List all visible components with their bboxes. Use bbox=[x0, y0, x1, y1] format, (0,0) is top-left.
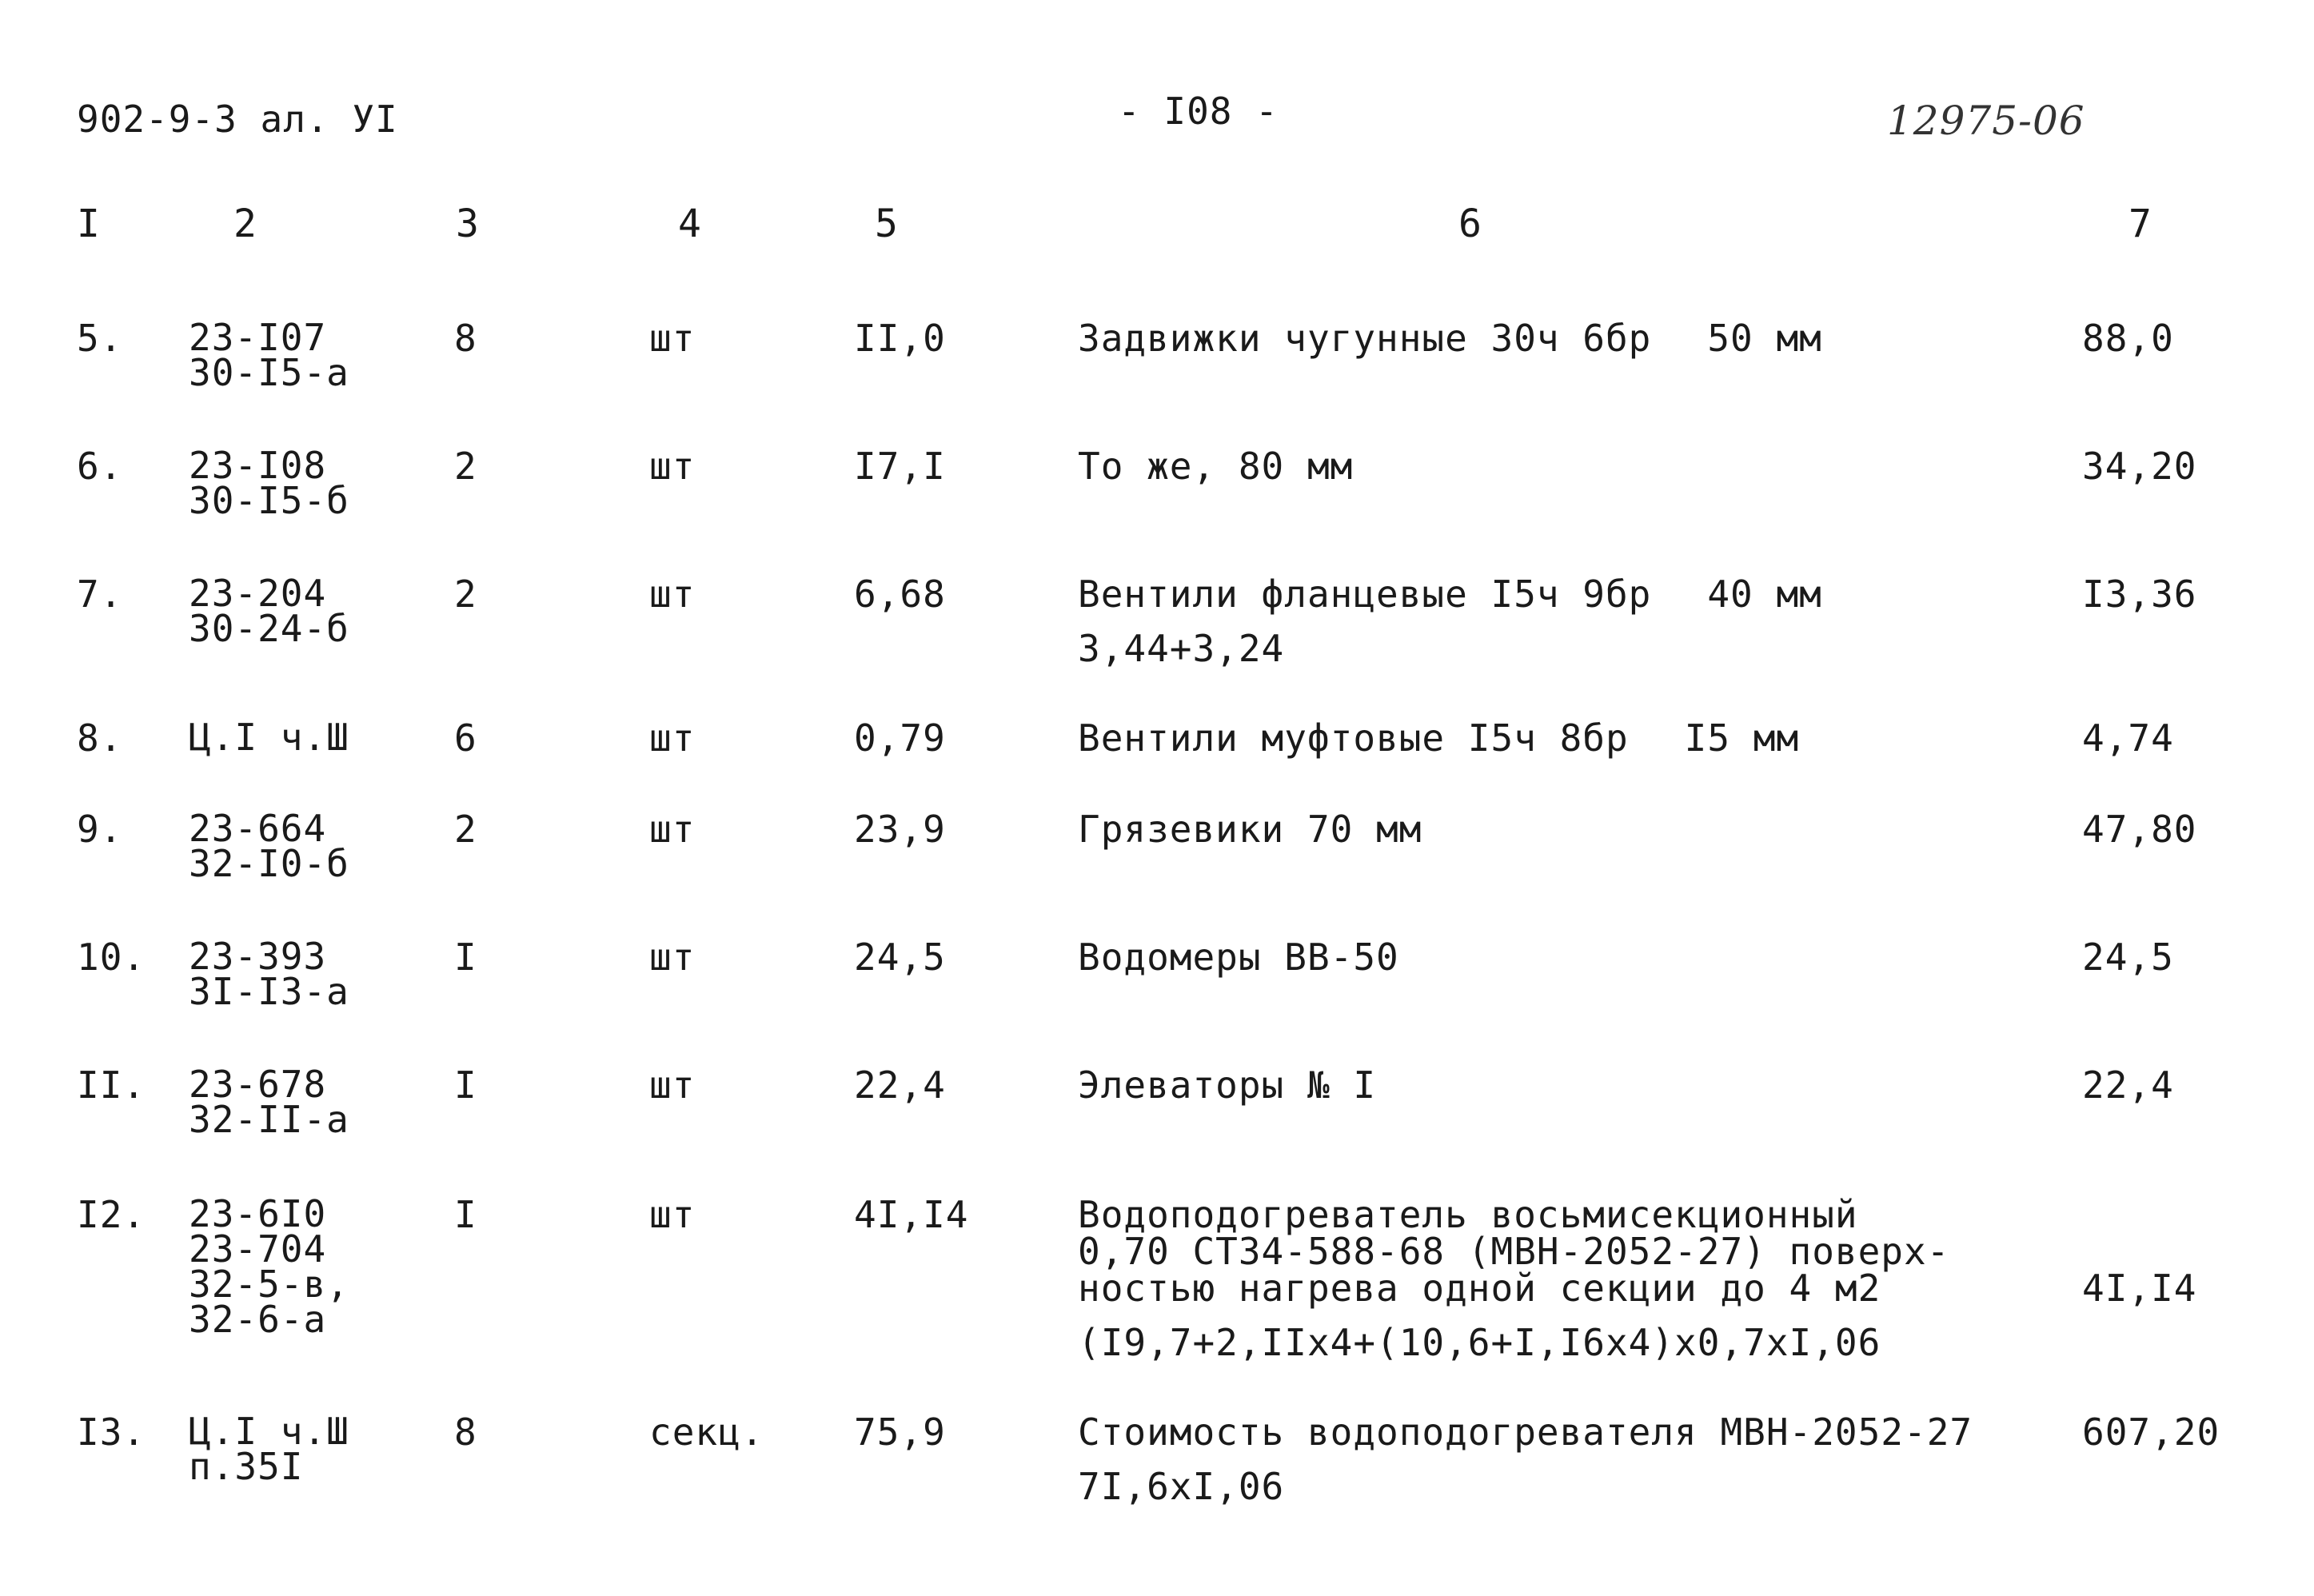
column-number-7: 7 bbox=[2128, 201, 2152, 246]
row-quantity: 8 bbox=[454, 317, 477, 360]
row-total: 607,20 bbox=[2082, 1410, 2220, 1454]
row-quantity: I bbox=[454, 1193, 477, 1236]
column-number-5: 5 bbox=[875, 201, 898, 246]
row-unit: шт bbox=[649, 573, 696, 616]
row-total: 4,74 bbox=[2082, 716, 2174, 760]
row-total: I3,36 bbox=[2082, 573, 2197, 616]
row-price: 4I,I4 bbox=[854, 1193, 969, 1236]
row-price: 22,4 bbox=[854, 1063, 946, 1107]
row-number: 8. bbox=[77, 716, 123, 760]
row-quantity: 2 bbox=[454, 808, 477, 851]
row-description: Стоимость водоподогревателя МВН-2052-27 7I,6хI,06 bbox=[1078, 1410, 1973, 1508]
row-number: II. bbox=[77, 1063, 146, 1107]
row-quantity: I bbox=[454, 1063, 477, 1107]
row-quantity: 6 bbox=[454, 716, 477, 760]
row-formula: 3,44+3,24 bbox=[1078, 627, 1285, 670]
page-number: - I08 - bbox=[1118, 90, 1279, 133]
row-codes: 23-678 32-II-а bbox=[189, 1063, 349, 1141]
row-total: 88,0 bbox=[2082, 317, 2174, 360]
row-unit: шт bbox=[649, 716, 696, 760]
row-codes: 23-I07 30-I5-а bbox=[189, 316, 349, 394]
row-unit: шт bbox=[649, 317, 696, 360]
row-unit: шт bbox=[649, 1063, 696, 1107]
row-number: I3. bbox=[77, 1410, 146, 1454]
row-unit: шт bbox=[649, 936, 696, 979]
row-number: 6. bbox=[77, 445, 123, 488]
handwritten-number: 12975-06 bbox=[1887, 98, 2085, 144]
row-number: I2. bbox=[77, 1193, 146, 1236]
column-number-2: 2 bbox=[233, 201, 257, 246]
row-quantity: 2 bbox=[454, 573, 477, 616]
row-number: 5. bbox=[77, 317, 123, 360]
row-number: 7. bbox=[77, 573, 123, 616]
row-unit: шт bbox=[649, 1193, 696, 1236]
row-description: Водомеры ВВ-50 bbox=[1078, 936, 1399, 979]
row-total: 22,4 bbox=[2082, 1063, 2174, 1107]
row-formula: (I9,7+2,IIх4+(10,6+I,I6х4)х0,7хI,06 bbox=[1078, 1321, 1881, 1364]
row-quantity: 2 bbox=[454, 445, 477, 488]
row-description: Грязевики 70 мм bbox=[1078, 808, 1422, 851]
document-code: 902-9-3 ал. УI bbox=[77, 98, 398, 141]
row-codes: 23-664 32-I0-б bbox=[189, 807, 349, 885]
row-codes: 23-204 30-24-б bbox=[189, 572, 349, 650]
row-codes: Ц.I ч.Ш п.35I bbox=[189, 1410, 349, 1488]
row-price: 6,68 bbox=[854, 573, 946, 616]
row-quantity: I bbox=[454, 936, 477, 979]
row-total: 4I,I4 bbox=[2082, 1267, 2197, 1310]
row-description: Водоподогреватель восьмисекционный 0,70 СТ34-588-68 (МВН-2052-27) поверх- ностью нагрева одной секции до 4 м2 (I9,7+2,IIх4+(10,6+I,I6х4)х0,7хI,06 bbox=[1078, 1193, 1950, 1364]
row-unit: шт bbox=[649, 445, 696, 488]
row-description: То же, 80 мм bbox=[1078, 445, 1354, 488]
row-price: I7,I bbox=[854, 445, 946, 488]
row-description: Вентили муфтовые I5ч 8бр I5 мм bbox=[1078, 716, 1800, 760]
row-price: 0,79 bbox=[854, 716, 946, 760]
row-price: II,0 bbox=[854, 317, 946, 360]
row-codes: Ц.I ч.Ш bbox=[189, 716, 349, 759]
row-price: 75,9 bbox=[854, 1410, 946, 1454]
row-total: 34,20 bbox=[2082, 445, 2197, 488]
row-total: 24,5 bbox=[2082, 936, 2174, 979]
column-number-6: 6 bbox=[1458, 201, 1482, 246]
row-codes: 23-I08 30-I5-б bbox=[189, 444, 349, 522]
row-number: 9. bbox=[77, 808, 123, 851]
row-description: Вентили фланцевые I5ч 9бр 40 мм 3,44+3,24 bbox=[1078, 573, 1822, 670]
row-codes: 23-6I0 23-704 32-5-в, 32-6-а bbox=[189, 1192, 349, 1341]
row-total: 47,80 bbox=[2082, 808, 2197, 851]
row-codes: 23-393 3I-I3-а bbox=[189, 935, 349, 1013]
row-price: 24,5 bbox=[854, 936, 946, 979]
column-number-4: 4 bbox=[678, 201, 701, 246]
row-unit: шт bbox=[649, 808, 696, 851]
row-formula: 7I,6хI,06 bbox=[1078, 1465, 1285, 1508]
column-number-3: 3 bbox=[456, 201, 479, 246]
column-number-1: I bbox=[77, 201, 100, 246]
row-price: 23,9 bbox=[854, 808, 946, 851]
row-quantity: 8 bbox=[454, 1410, 477, 1454]
row-description: Элеваторы № I bbox=[1078, 1063, 1377, 1107]
row-number: 10. bbox=[77, 936, 146, 979]
row-description: Задвижки чугунные 30ч 6бр 50 мм bbox=[1078, 317, 1822, 360]
row-unit: секц. bbox=[649, 1410, 764, 1454]
